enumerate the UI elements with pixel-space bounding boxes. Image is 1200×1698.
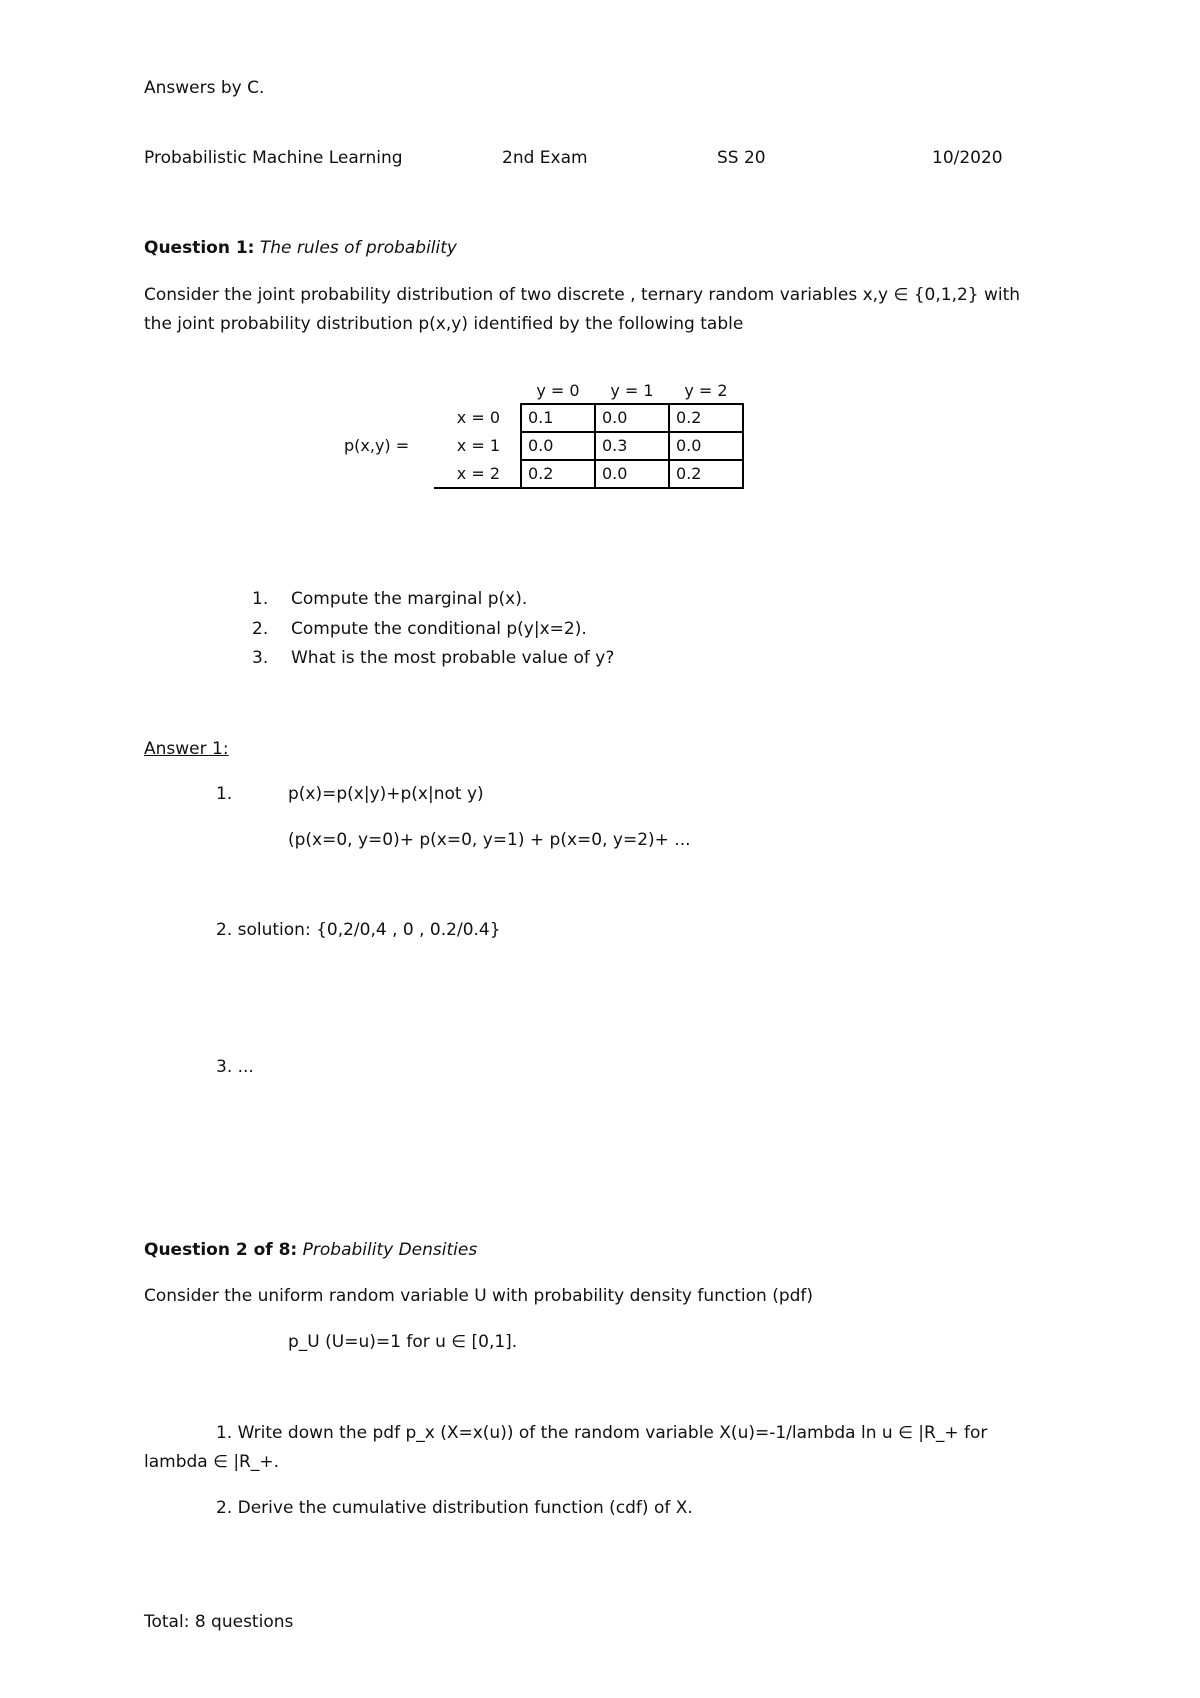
table-cell: 0.0 bbox=[595, 404, 669, 432]
answer1-item2: 2. solution: {0,2/0,4 , 0 , 0.2/0.4} bbox=[216, 920, 501, 940]
table-lhs: p(x,y) = bbox=[344, 436, 410, 455]
col-header-y1: y = 1 bbox=[595, 378, 669, 404]
task-1-num: 1. bbox=[252, 589, 269, 609]
task-3-text: What is the most probable value of y? bbox=[291, 648, 615, 668]
question2-formula: p_U (U=u)=1 for u ∈ [0,1]. bbox=[288, 1332, 518, 1352]
question1-label: Question 1: bbox=[144, 238, 255, 258]
task-2-num: 2. bbox=[252, 619, 269, 639]
answer1-item1-num: 1. bbox=[216, 784, 233, 804]
question2-task1-line2: lambda ∈ |R_+. bbox=[144, 1452, 280, 1472]
question1-heading bbox=[144, 238, 457, 258]
row-label-x0: x = 0 bbox=[456, 408, 500, 427]
table-cell: 0.0 bbox=[595, 460, 669, 488]
question2-task1-line1: 1. Write down the pdf p_x (X=x(u)) of the random variable X(u)=-1/lambda ln u ∈ |R_+ for bbox=[216, 1423, 988, 1443]
author-line: Answers by C. bbox=[144, 78, 265, 98]
task-2-text: Compute the conditional p(y|x=2). bbox=[291, 619, 587, 639]
answer1-item1-line1: p(x)=p(x|y)+p(x|not y) bbox=[288, 784, 484, 804]
row-label-x1: x = 1 bbox=[456, 436, 500, 455]
col-header-y0: y = 0 bbox=[521, 378, 595, 404]
table-cell: 0.2 bbox=[669, 404, 743, 432]
course-title: Probabilistic Machine Learning bbox=[144, 148, 403, 168]
answer1-label: Answer 1: bbox=[144, 739, 229, 759]
question2-label: Question 2 of 8: bbox=[144, 1240, 298, 1260]
table-cell: 0.0 bbox=[521, 432, 595, 460]
question2-task2: 2. Derive the cumulative distribution function (cdf) of X. bbox=[216, 1498, 693, 1518]
question2-intro: Consider the uniform random variable U with probability density function (pdf) bbox=[144, 1286, 814, 1306]
answer1-item3: 3. ... bbox=[216, 1057, 254, 1077]
task-3-num: 3. bbox=[252, 648, 269, 668]
col-header-y2: y = 2 bbox=[669, 378, 743, 404]
question1-intro-line1: Consider the joint probability distribution of two discrete , ternary random variables x,y ∈ {0,1,2} with bbox=[144, 285, 1021, 305]
table-cell: 0.0 bbox=[669, 432, 743, 460]
table-cell: 0.3 bbox=[595, 432, 669, 460]
exam-label: 2nd Exam bbox=[502, 148, 588, 168]
question1-title: The rules of probability bbox=[259, 238, 457, 258]
question2-title: Probability Densities bbox=[302, 1240, 478, 1260]
table-cell: 0.1 bbox=[521, 404, 595, 432]
answer1-item1-line2: (p(x=0, y=0)+ p(x=0, y=1) + p(x=0, y=2)+ ... bbox=[288, 830, 691, 850]
row-label-x2: x = 2 bbox=[434, 460, 521, 488]
semester-label: SS 20 bbox=[717, 148, 766, 168]
table-cell: 0.2 bbox=[521, 460, 595, 488]
question1-intro-line2: the joint probability distribution p(x,y) identified by the following table bbox=[144, 314, 744, 334]
total-questions: Total: 8 questions bbox=[144, 1612, 294, 1632]
question2-heading bbox=[144, 1240, 477, 1260]
table-cell: 0.2 bbox=[669, 460, 743, 488]
task-1-text: Compute the marginal p(x). bbox=[291, 589, 528, 609]
exam-date: 10/2020 bbox=[932, 148, 1003, 168]
joint-probability-table bbox=[434, 378, 744, 489]
